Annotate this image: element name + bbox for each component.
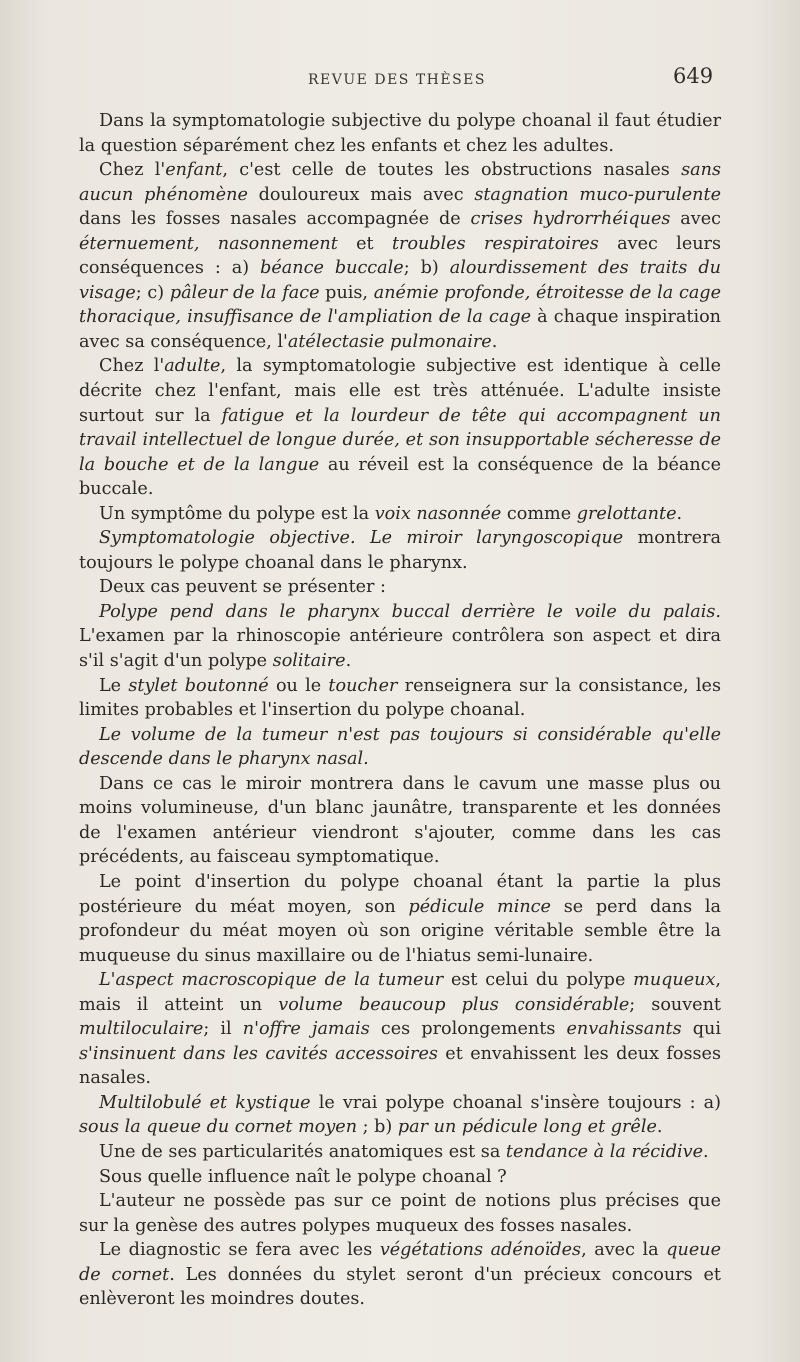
paragraph [79,1238,721,1312]
text-run: ou le [268,675,329,696]
paragraph [79,1165,721,1190]
paragraph [79,109,721,158]
text-run: Chez l' [99,356,165,377]
italic-run: toucher [328,675,398,696]
text-run: Sous quelle influence naît le polype choanal ? [99,1166,507,1187]
paragraph [79,526,721,575]
text-run: . [345,651,352,672]
text-run: ; souvent [629,994,721,1015]
text-run: . [491,331,498,352]
italic-run: Multilobulé et kystique [99,1092,311,1113]
italic-run: n'offre jamais [242,1019,370,1040]
italic-run: multiloculaire [79,1019,204,1040]
text-run: ; il [203,1019,243,1040]
text-run: avec leurs conséquences : a) [79,233,721,279]
italic-run: éternuement, nasonnement [79,233,338,254]
italic-run: tendance à la récidive [505,1141,704,1162]
italic-run: pédicule mince [408,896,551,917]
text-run: , la symptomatologie subjective est identique à celle décrite chez l'enfant, mais elle est très atténuée. L'adulte insiste surtout sur la [79,356,722,426]
paragraph [79,870,721,968]
text-run: L'examen par la rhinoscopie antérieure contrôlera son aspect et dira s'il s'agit d'un polype [79,626,721,672]
italic-run: fatigue et la lourdeur de tête qui accompagnent un travail intellectuel de longue durée, et son insupportable sécheresse de la bouche et de la langue [79,405,722,475]
text-run: renseignera sur la consistance, les limites probables et l'insertion du polype choanal. [79,675,721,721]
text-run: qui [681,1019,721,1040]
text-run: ; b) [403,258,450,279]
paragraph [79,354,721,501]
italic-run: crises hydrorrhéiques [470,209,671,230]
italic-run: troubles respiratoires [391,233,599,254]
italic-run: voix nasonnée [374,503,502,524]
italic-run: béance buccale [260,258,404,279]
text-run: ; c) [135,282,170,303]
italic-run: enfant [165,160,223,181]
text-run: , avec la [581,1240,667,1261]
text-run: . [656,1117,663,1138]
text-run: Un symptôme du polype est la [99,503,375,524]
text-run: le vrai polype choanal s'insère toujours : a) [310,1092,721,1113]
paragraph [79,575,721,600]
paragraph [79,158,721,354]
italic-run: Polype pend dans le pharynx buccal derrière le voile du palais. [99,601,721,622]
text-run: au réveil est la conséquence de la béance buccale. [79,454,721,500]
italic-run: grelottante [576,503,677,524]
italic-run: stylet boutonné [128,675,269,696]
text-run: Le point d'insertion du polype choanal étant la partie la plus postérieure du méat moyen, son [79,871,721,917]
text-run: comme [501,503,577,524]
text-run: dans les fosses nasales accompagnée de [79,209,471,230]
paragraph [79,1140,721,1165]
text-run: est celui du polype [443,970,634,991]
italic-run: solitaire [272,651,346,672]
text-run: Une de ses particularités anatomiques est sa [99,1141,506,1162]
body-text [79,109,721,1312]
text-run: se perd dans la profondeur du méat moyen où son origine véritable semble être la muqueuse du sinus maxillaire ou de l'hiatus semi-lunaire. [79,896,721,966]
italic-run: L'aspect macroscopique de la tumeur [99,970,444,991]
text-run: Chez l' [99,160,166,181]
text-run: , c'est celle de toutes les obstructions nasales [222,160,682,181]
paragraph [79,723,721,772]
text-run: douloureux mais avec [247,184,475,205]
paragraph [79,600,721,674]
paragraph [79,1091,721,1140]
text-run: avec [670,209,721,230]
page-header [0,64,800,94]
text-run: . Les données du stylet seront d'un précieux concours et enlèveront les moindres doutes. [79,1264,721,1310]
text-run: Dans la symptomatologie subjective du polype choanal il faut étudier la question séparément chez les enfants et chez les adultes. [79,111,721,156]
italic-run: par un pédicule long et grêle [397,1117,657,1138]
italic-run: Le volume de la tumeur n'est pas toujours si considérable qu'elle descende dans le pharynx nasal. [79,724,721,770]
text-run: et [337,233,392,254]
text-run: Le [99,675,129,696]
text-run: , mais il atteint un [79,970,722,1015]
paragraph [79,1189,721,1238]
italic-run: adulte [164,356,221,377]
text-run: à chaque inspiration avec sa conséquence, l' [79,307,722,352]
page-number: 649 [673,64,714,88]
text-run: Le diagnostic se fera avec les [99,1240,380,1261]
text-run: et envahissent les deux fosses nasales. [79,1043,721,1089]
text-run: L'auteur ne possède pas sur ce point de notions plus précises que sur la genèse des autres polypes muqueux des fosses nasales. [79,1191,721,1236]
italic-run: s'insinuent dans les cavités accessoires [79,1043,438,1064]
text-run: montrera toujours le polype choanal dans le pharynx. [79,528,721,573]
paragraph [79,674,721,723]
running-title: REVUE DES THÈSES [308,72,486,88]
italic-run: atélectasie pulmonaire [287,331,492,352]
paragraph [79,968,721,1091]
italic-run: sous la queue du cornet moyen [79,1117,358,1138]
text-run: . [703,1141,709,1162]
text-run: . [676,503,683,524]
italic-run: pâleur de la face [169,282,320,303]
italic-run: sans aucun phénomène [79,160,721,205]
italic-run: queue de cornet [79,1240,721,1285]
italic-run: anémie profonde, étroitesse de la cage thoracique, insuffisance de l'ampliation de la cage [79,282,721,328]
italic-run: envahissants [566,1019,682,1040]
text-run: Deux cas peuvent se présenter : [99,577,386,598]
italic-run: stagnation muco-purulente [474,184,721,205]
italic-run: alourdissement des traits du visage [79,258,721,303]
text-run: ; b) [357,1117,398,1138]
italic-run: Symptomatologie objective. Le miroir laryngoscopique [99,528,624,549]
text-run: puis, [319,282,374,303]
text-run: ces prolongements [369,1019,567,1040]
italic-run: muqueux [633,970,716,991]
paragraph [79,772,721,870]
italic-run: végétations adénoïdes [379,1240,582,1261]
italic-run: volume beaucoup plus considérable [278,994,630,1015]
paragraph [79,502,721,527]
text-run: Dans ce cas le miroir montrera dans le cavum une masse plus ou moins volumineuse, d'un blanc jaunâtre, transparente et les données de l'examen antérieur viendront s'ajouter, comme dans les cas précédents, au faisceau symptomatique. [79,773,721,868]
